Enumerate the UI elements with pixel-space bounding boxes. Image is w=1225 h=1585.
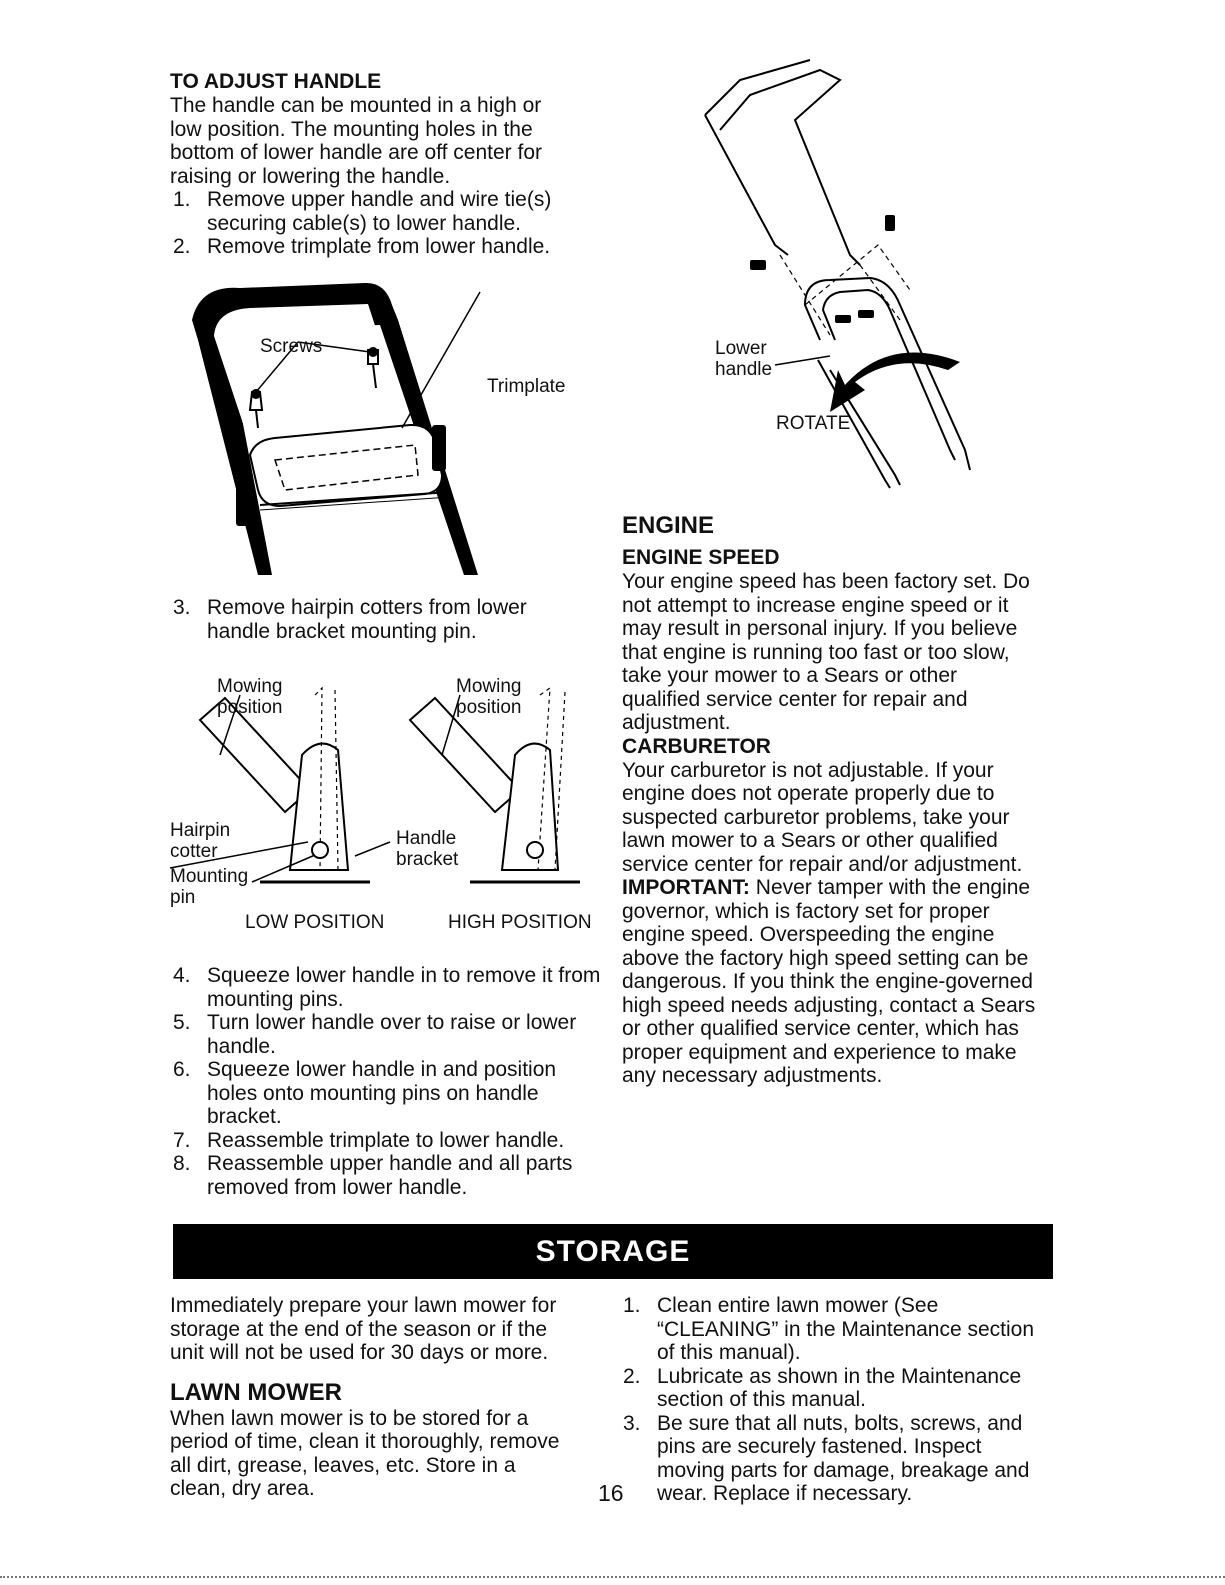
storage-right-column — [620, 1294, 1045, 1506]
steps-list-a — [170, 188, 590, 259]
list-item — [170, 1152, 610, 1199]
carburetor-heading: CARBURETOR — [622, 734, 771, 758]
mowing-position-label-2: Mowing position — [456, 676, 522, 718]
list-item-number: 2. — [173, 235, 191, 258]
lower-handle-label: Lower handle — [715, 338, 773, 380]
engine-speed-heading: ENGINE SPEED — [622, 546, 780, 569]
list-item — [170, 1129, 610, 1153]
page-number: 16 — [598, 1480, 624, 1506]
list-item — [620, 1294, 1045, 1365]
carburetor-text: Your carburetor is not adjustable. If your engine does not operate properly due to suspected carburetor problems, take your lawn mower to a Sears or other qualified service center for repair and/or adjustment. — [622, 758, 1023, 876]
list-item — [620, 1365, 1045, 1412]
trimplate-label: Trimplate — [487, 376, 566, 397]
engine-speed-text: Your engine speed has been factory set. Do not attempt to increase engine speed or it may result in personal injury. If you believe that engine is running too fast or too slow, take your mower to a Sears or other qualified service center for repair and adjustment. — [622, 570, 1030, 734]
handle-bracket-label: Handle bracket — [396, 828, 459, 870]
list-item-text: Lubricate as shown in the Maintenance section of this manual. — [657, 1364, 1022, 1411]
list-item-number: 1. — [173, 188, 191, 211]
list-item-number: 3. — [173, 596, 191, 619]
trimplate-figure — [180, 280, 600, 580]
storage-banner: STORAGE — [173, 1224, 1053, 1279]
rotate-label: ROTATE — [776, 413, 851, 434]
important-label: IMPORTANT: — [622, 876, 750, 899]
adjust-handle-section — [170, 70, 590, 259]
list-item-text: Reassemble trimplate to lower handle. — [207, 1128, 565, 1152]
rotate-handle-figure — [700, 60, 1000, 500]
list-item — [170, 596, 590, 643]
list-item-text: Remove trimplate from lower handle. — [207, 235, 551, 258]
high-position-label: HIGH POSITION — [448, 912, 592, 933]
list-item-text: Turn lower handle over to raise or lower handle. — [207, 1011, 577, 1058]
list-item-number: 2. — [623, 1364, 641, 1388]
engine-section — [622, 512, 1042, 1088]
list-item-number: 3. — [623, 1411, 641, 1435]
list-item — [170, 188, 590, 235]
list-item — [620, 1412, 1045, 1506]
list-item-number: 7. — [173, 1128, 191, 1152]
list-item — [170, 1011, 610, 1058]
list-item — [170, 235, 590, 259]
list-item-number: 4. — [173, 964, 191, 987]
list-item-text: Be sure that all nuts, bolts, screws, and pins are securely fastened. Inspect moving parts for damage, breakage and wear. Replace if necessary. — [657, 1411, 1030, 1505]
adjust-handle-intro: The handle can be mounted in a high or low position. The mounting holes in the bottom of lower handle are off center for raising or lowering the handle. — [170, 94, 542, 188]
list-item-text: Squeeze lower handle in to remove it from mounting pins. — [207, 964, 601, 1011]
adjust-handle-heading: TO ADJUST HANDLE — [170, 70, 382, 93]
steps-list-c — [170, 964, 610, 1199]
storage-intro: Immediately prepare your lawn mower for storage at the end of the season or if the unit will not be used for 30 days or more. — [170, 1294, 557, 1364]
mowing-position-label-1: Mowing position — [217, 676, 283, 718]
list-item-text: Squeeze lower handle in and position holes onto mounting pins on handle bracket. — [207, 1058, 557, 1128]
list-item-number: 6. — [173, 1058, 191, 1081]
bottom-divider — [0, 1576, 1225, 1578]
list-item — [170, 1058, 610, 1129]
screws-label: Screws — [260, 336, 323, 357]
steps-block-c — [170, 964, 610, 1199]
list-item-text: Remove upper handle and wire tie(s) securing cable(s) to lower handle. — [207, 188, 552, 235]
low-position-label: LOW POSITION — [245, 912, 385, 933]
important-text: Never tamper with the engine governor, which is factory set for proper engine speed. Overspeeding the engine above the factory high speed setting can be dangerous. If you think the engine-governed high speed needs adjusting, contact a Sears or other qualified service center, which has proper equipment and experience to make any necessary adjustments. — [622, 876, 1036, 1087]
list-item-number: 8. — [173, 1152, 191, 1175]
important-paragraph — [622, 876, 1037, 1088]
mounting-pin-label: Mounting pin — [170, 866, 249, 908]
steps-block-b — [170, 596, 590, 643]
list-item-text: Clean entire lawn mower (See “CLEANING” in the Maintenance section of this manual). — [657, 1294, 1035, 1364]
list-item-text: Remove hairpin cotters from lower handle bracket mounting pin. — [207, 596, 527, 643]
lawn-mower-heading: LAWN MOWER — [170, 1378, 342, 1406]
list-item-number: 1. — [623, 1294, 641, 1317]
list-item-number: 5. — [173, 1011, 191, 1034]
hairpin-cotter-label: Hairpin cotter — [170, 820, 231, 862]
list-item — [170, 964, 610, 1011]
list-item-text: Reassemble upper handle and all parts removed from lower handle. — [207, 1152, 573, 1199]
steps-list-b — [170, 596, 590, 643]
storage-steps-list — [620, 1294, 1045, 1506]
storage-left-column — [170, 1294, 590, 1501]
engine-heading: ENGINE — [622, 512, 715, 539]
lawn-mower-text: When lawn mower is to be stored for a period of time, clean it thoroughly, remove all dirt, grease, leaves, etc. Store in a clean, dry area. — [170, 1406, 560, 1500]
